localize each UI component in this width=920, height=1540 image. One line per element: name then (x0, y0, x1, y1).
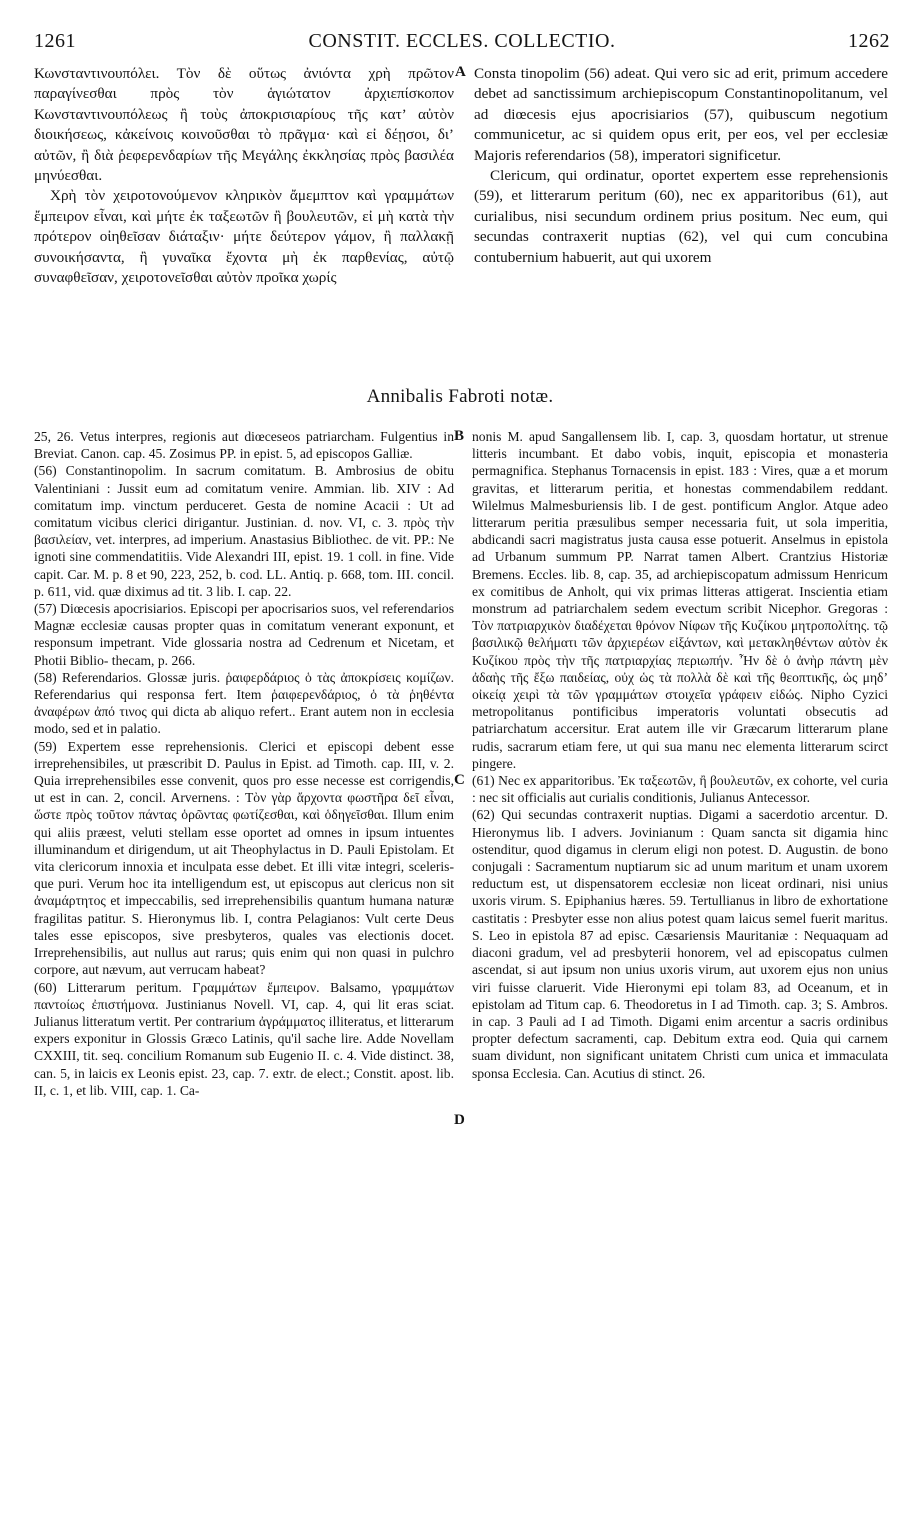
latin-paragraph: Clericum, qui ordinatur, oportet expertem esse reprehensionis (59), et litterarum peritum (60), nec ex apparitoribus (61), aut curialibus, nisi secundum ordinem prius positum. Nec eum, qui secundas contraxerit nuptias (62), vel qui cum concubina contubernium habuerit, aut qui uxorem (474, 167, 888, 266)
notes-left-column (34, 428, 454, 1528)
page-number-right: 1262 (848, 30, 890, 52)
note-paragraph: (56) Constantinopolim. In sacrum comitatum. B. Ambrosius de obitu Valentiniani : Jussit eum ad comitatum venire. Ammian. lib. XIV : Ad comitatum imp. vinctum perduceret. Gesta de nomine Acacii : Ut ad comitatum vicibus clerici dirigantur. Justinian. d. nov. VI, c. 3. πρὸς τὴν βασιλείαν, vet. interpres, ad imperium. Anastasius Bibliothec. de vit. PP.: Ne ignoti sine commendatitiis. Vide Alexandri III, epist. 19. 1 coll. in fine. Vide capit. Car. M. p. 8 et 90, 223, 252, b. cod. LL. Antiq. p. 668, tom. III. concil. p. 611, vid. quæ diximus ad tit. 3 lib. I. cap. 22. (34, 463, 454, 599)
latin-paragraph: Consta tinopolim (56) adeat. Qui vero sic ad erit, primum accedere debet ad sanctissimum archiepiscopum Constantinopolitanum, vel ad diœcesis ejus apocrisiarios (57), quibuscum negotium communicetur, ac si quidem opus erit, per eos, vel per ecclesiæ Majoris referendarios (58), imperatori significetur. (474, 65, 888, 164)
latin-text-column (474, 64, 888, 374)
note-paragraph: (60) Litterarum peritum. Γραμμάτων ἔμπειρον. Balsamo, γραμμάτων παντοίως ἐπιστήμονα. Justinianus Novell. VI, cap. 4, qui lit eras sciat. Julianus litteratum vertit. Per contrarium ἀγράμματος illiteratus, et litterarum expers exponitur in Glossis Græco Latinis, qu'il sache lire. Adde Novellam CXXIII, tit. seq. concilium Romanum sub Eugenio II. c. 4. Vide distinct. 38, can. 5, in laicis ex Leonis epist. 23, cap. 7. extr. de elect.; Constit. apost. lib. II, c. 1, et lib. VIII, cap. 1. Ca- (34, 979, 454, 1098)
running-title: CONSTIT. ECCLES. COLLECTIO. (308, 30, 616, 52)
greek-paragraph: Κωνσταντινουπόλει. Τὸν δὲ οὕτως ἀνιόντα χρὴ πρῶτον παραγίνεσθαι πρὸς τὸν ἁγιώτατον ἀρχιεπίσκοπον Κωνσταντινουπόλεως ἢ τοὺς ἀποκρισιαρίους τῆς κατ’ αὐτὸν διοικήσεως, κἀκείνοις κοινοῦσθαι τὸ πρᾶγμα· καὶ εἰ δέῃσοι, δι’ αὐτῶν, ἢ διὰ ῥεφερενδαρίων τῆς Μεγάλης ἐκκλησίας πρὸς βασιλέα μηνύεσθαι. (34, 65, 454, 185)
note-paragraph: nonis M. apud Sangallensem lib. I, cap. 3, quosdam hortatur, ut strenue litteris incumbant. Et dabo vobis, inquit, episcopia et monasteria permagnifica. Stephanus Tornacensis in epist. 183 : Vires, quæ a et morum gravitas, et litterarum peritia, et honestas commendabilem reddant. Wilelmus Malmesburiensis lib. I de gest. pontificum Anglor. Atque adeo litterarum peritia præsulibus semper necessaria fuit, ut sola imperitia, abdicandi sacri magistratus justa causa esse potuerit. Anselmus in epistola ad Urbanum summum PP. Narrat tamen Albert. Crantzius Historiæ Bremens. Eccles. lib. 8, cap. 35, ad archiepiscopatum admissum Henricum ex comitibus de Anholt, qui vix primas litteras attigerat. Inscientia etiam monstrum ad patriarchalem sedem evectum scribit Nicephor. Gregoras : Τὸν πατριαρχικὸν διαδέχεται θρόνον Νίφων τῆς Κυζίκου μητροπολίτης. τῷ βασιλικῷ θελήματι τῶν ἀρχιερέων εἰξάντων, καὶ μετακληθέντων αὐτὸν ἐκ Κυζίκου πρὸς τὴν τῆς πατριαρχίας περιωπήν. Ἦν δὲ ὁ ἀνὴρ πάντη μὲν ἀδαὴς τῆς ἔξω παιδείας, οὐχ ὡς τὰ πολλὰ δὲ καὶ τῆς θεοπτικῆς, ὡς μηδ’ οἰκείᾳ χειρὶ τὰ τῶν γραμμάτων στοιχεῖα γράφειν εἰδώς. Nipho Cyzici metropolitanus pontificibus imperatoris voluntati obsecutis ad patriarchatum accersitur. Erat autem ille vir Græcarum litterarum plane rudis, sacrarum etiam fere, ut qui sua manu nec elementa litterarum scirct pingere. (472, 429, 888, 771)
notes-right-column (472, 428, 888, 1528)
note-paragraph: (59) Expertem esse reprehensionis. Clerici et episcopi debent esse irreprehensibiles, ut præscribit D. Paulus in Epist. ad Timoth. cap. III, v. 2. Quia irreprehensibiles esse convenit, quos pro esse necesse est corrigendis, ut est in can. 2, concil. Arvernens. : Τὸν γὰρ ἄρχοντα φωστῆρα δεῖ εἶναι, ὥστε πρὸς τοῦτον πάντας ὁρῶντας φωτίζεσθαι, καὶ ὁδηγεῖσθαι. Illum enim qui aliis præest, veluti stellam esse oportet ad omnes in ipsum intuentes illuminandum et dirigendum, ut ait Theophylactus in D. Pauli Epistolam. Et vita clericorum innoxia et inculpata esse debet. Et illi vitæ integri, sceleris- que puri. Verum hoc ita intelligendum est, ut episcopus aut clericus non sit ἀναμάρτητος et impeccabilis, sed irreprehensibilis quantum humana naturæ fragilitas patitur. S. Hieronymus lib. I, contra Pelagianos: Vult certe Deus tales esse episcopos, sive presbyteros, quales vas electionis docet. Irreprehensibilis, aut nullus aut rarus; quis enim qui non quasi in pulchro corpore, aut nævum, aut verrucam habeat? (34, 738, 454, 978)
note-paragraph: (62) Qui secundas contraxerit nuptias. Digami a sacerdotio arcentur. D. Hieronymus lib. I advers. Jovinianum : Quam sancta sit digamia hinc ostenditur, quod digamus in clerum eligi non potest. D. Augustin. de bono conjugali : Sacramentum nuptiarum sic ad unum maritum et unam uxorem reductum est, ut dispensatorem ecclesiæ non liceat ordinari, nisi unius uxoris virum. S. Epiphanius hæres. 59. Tertullianus in libro de exhortatione castitatis : Presbyter esse non alius potest quam laicus semel fuerit maritus. S. Leo in epistola 87 ad episc. Cæsariensis Mauritaniæ : Nequaquam ad diaconi gradum, vel ad presbyterii honorem, vel ad episcopatus culmen ascendat, si aut ipsum non unius uxoris virum, aut uxorem ejus non unius viri fuisse claruerit. Vide Hieronymi epi tolam 83, ad Oceanum, et in epistolam ad Titum cap. 6. Theodoretus in I ad Timoth. cap. 3; S. Ambros. in cap. 3 Pauli ad I ad Timoth. Digami enim arcentur a sacris ordinibus propter defectum sacramenti, cap. Debitum extra eod. Quia qui carnem suam dividunt, non significant unitatem Christi cum unica et immaculata sponsa Ecclesia. Can. Acutius di stinct. 26. (472, 807, 888, 1081)
margin-letter: A (455, 64, 466, 80)
note-paragraph: (58) Referendarios. Glossæ juris. ῥαιφερδάριος ὁ τὰς ἀποκρίσεις κομίζων. Referendarius qui responsa fert. Item ῥαιφερενδάριος, ὁ τὰ ῥηθέντα ἀναφέρων ἀπό τινος qui dicta ab aliquo refert.. Erant autem non in ecclesia modo, sed et in palatio. (34, 669, 454, 737)
margin-letter: C (454, 772, 465, 788)
margin-letter: D (454, 1112, 465, 1128)
note-paragraph: (57) Diœcesis apocrisiarios. Episcopi per apocrisarios suos, vel referendarios Magnæ ecclesiæ causas propter quas in comitatum venerant exponunt, et responsum impetrant. Vide glossaria nostra ad Cedrenum et Nicetam, et Photii Biblio- thecam, p. 266. (34, 601, 454, 668)
greek-paragraph: Χρὴ τὸν χειροτονούμενον κληρικὸν ἄμεμπτον καὶ γραμμάτων ἔμπειρον εἶναι, καὶ μήτε ἐκ ταξεωτῶν ἢ βουλευτῶν, εἰ μὴ κατὰ τὴν πρότερον οἰηθεῖσαν διάταξιν· μήτε δεύτερον γάμον, ἢ παλλακῇ συνοικήσαντα, ἢ γυναῖκα ἔχοντα μὴ ἐκ παρθενίας, αὐτῷ συναφθεῖσαν, χειροτονεῖσθαι αὐτὸν προῖκα χωρίς (34, 187, 454, 287)
page-number-left: 1261 (34, 30, 76, 52)
running-header (34, 30, 890, 60)
margin-letter: B (454, 428, 465, 444)
notes-heading: Annibalis Fabroti notæ. (366, 386, 554, 407)
note-paragraph: (61) Nec ex apparitoribus. Ἐκ ταξεωτῶν, ἢ βουλευτῶν, ex cohorte, vel curia : nec sit officialis aut curialis conditionis, Julianus Antecessor. (472, 773, 888, 806)
greek-text-column (34, 64, 454, 374)
note-paragraph: 25, 26. Vetus interpres, regionis aut diœceseos patriarcham. Fulgentius in Breviat. Canon. cap. 45. Zosimus PP. in epist. 5, ad episcopos Galliæ. (34, 429, 454, 462)
